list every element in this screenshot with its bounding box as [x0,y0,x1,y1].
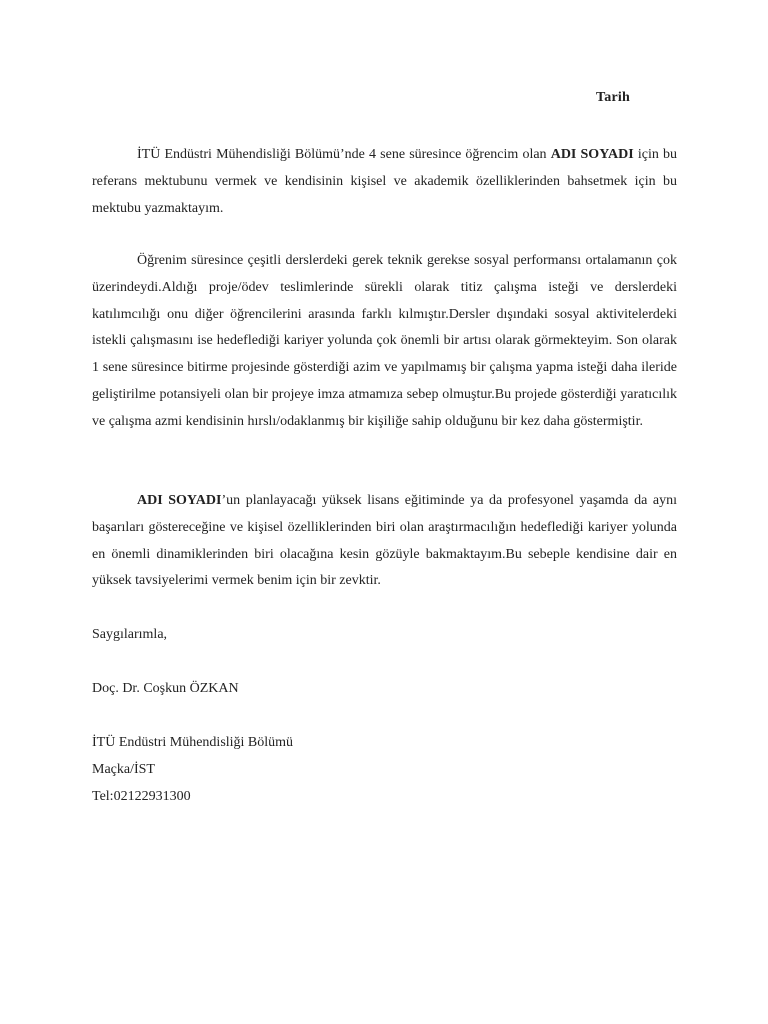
signer-name: Doç. Dr. Coşkun ÖZKAN [92,681,239,696]
intro-paragraph [92,142,677,222]
intro-text-start: İTÜ Endüstri Mühendisliği Bölümü’nde 4 sene süresince öğrencim olan [137,147,551,162]
closing-salutation: Saygılarımla, [92,627,168,642]
intro-text-end: için bu referans mektubunu vermek ve kendisinin kişisel ve akademik özelliklerinden bahsetmek için bu mektubu yazmaktayım. [92,147,677,216]
recommendation-paragraph [92,488,677,595]
signer-department: İTÜ Endüstri Mühendisliği Bölümü [92,735,294,750]
student-name: ADI SOYADI [137,493,222,508]
date-label: Tarih [596,90,630,105]
student-name: ADI SOYADI [550,147,634,162]
performance-paragraph: Öğrenim süresince çeşitli derslerdeki gerek teknik gerekse sosyal performansı ortalamanın çok üzerindeydi.Aldığı proje/ödev teslimlerinde sürekli olarak titiz çalışma isteği ve derslerdeki katılımcılığı onu diğer öğrencilerini arasında farklı kılmıştır.Dersler dışındaki sosyal aktivitelerdeki istekli çalışmasını ise hedeflediği kariyer yolunda çok önemli bir artısı olarak görmekteyim. Son olarak 1 sene süresince bitirme projesinde gösterdiği azim ve yapılmamış bir çalışma yapma isteği daha ileride geliştirilme potansiyeli olan bir projeye imza atmamıza sebep olmuştur.Bu projede gösterdiği yaratıcılık ve çalışma azmi kendisinin hırslı/odaklanmış bir kişiliğe sahip olduğunu bir kez daha göstermiştir. [92,253,677,429]
signer-phone: Tel:02122931300 [92,789,191,804]
signer-address: Maçka/İST [92,762,155,777]
recommendation-text: ’un planlayacağı yüksek lisans eğitiminde ya da profesyonel yaşamda da aynı başarıları göstereceğine ve kişisel özelliklerinden biri olan araştırmacılığın hedeflediği kariyer yolunda en önemli dinamiklerinden biri olacağına kesin gözüyle bakmaktayım.Bu sebeple kendisine dair en yüksek tavsiyelerimi vermek benim için bir zevktir. [92,493,677,589]
